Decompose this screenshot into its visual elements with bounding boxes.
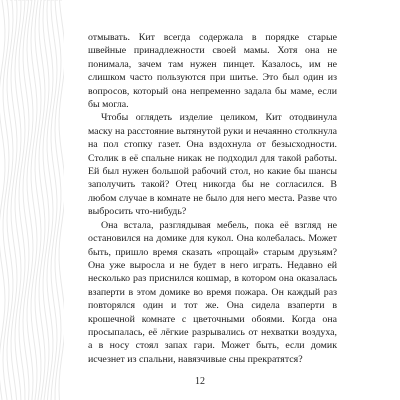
- wave-line: [11, 0, 17, 400]
- margin-wave-pattern: [0, 0, 64, 400]
- paragraph-2: Чтобы оглядеть изделие целиком, Кит отодвинула маску на расстояние вытянутой руки и нечаянно столкнула на пол стопку газет. Она вздохнула от безысходности. Столик в её спальне никак не подходил для такой работы. Ей был нужен большой рабочий стол, но какие бы шансы заполучить такой? Отец никогда бы не согласился. В любом случае в комнате не было для него места. Разве что выбросить что-нибудь?: [88, 112, 337, 218]
- wave-line: [15, 0, 21, 400]
- wave-pattern-graphic: [0, 0, 64, 400]
- wave-line: [31, 0, 37, 400]
- wave-line: [55, 0, 61, 400]
- body-text: [88, 31, 337, 366]
- paragraph-3: Она встала, разглядывая мебель, пока её взгляд не остановился на домике для кукол. Она колебалась. Может быть, пришло время сказать «прощай» старым друзьям? Она уже выросла и не будет в него играть. Недавно ей несколько раз приснился кошмар, в котором она оказалась взаперти в этом домике во время пожара. Он каждый раз повторялся один и тот же. Она сидела взаперти в крошечной комнате с цветочными обоями. Когда она просыпалась, её лёгкие разрывались от нехватки воздуха, а в носу стоял запах гари. Может быть, если домик исчезнет из спальни, навязчивые сны прекратятся?: [88, 219, 337, 365]
- wave-line: [59, 0, 64, 400]
- wave-line: [39, 0, 45, 400]
- paragraph-1: отмывать. Кит всегда содержала в порядке старые швейные принадлежности своей мамы. Хотя она не понимала, зачем там нужен пинцет. Казалось, им не слишком часто пользуются при шитье. Это был один из вопросов, который она непременно задала бы маме, если бы могла.: [88, 32, 337, 111]
- page-number: 12: [195, 376, 205, 387]
- wave-line: [35, 0, 41, 400]
